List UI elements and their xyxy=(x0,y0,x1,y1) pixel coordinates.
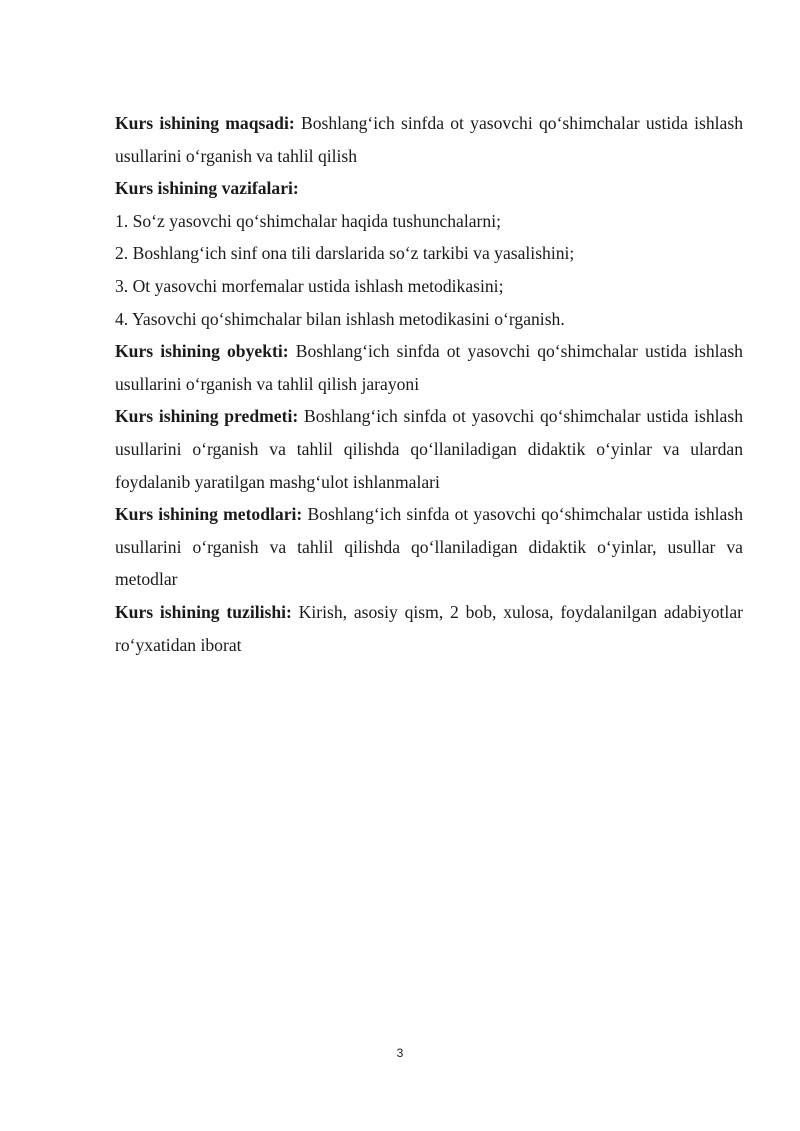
list-item xyxy=(115,270,743,303)
list-item xyxy=(115,303,743,336)
page-number: 3 xyxy=(396,1046,404,1060)
paragraph-text: Boshlang‘ich sinfda ot yasovchi qo‘shimchalar ustida ishlash usullarini o‘rganish va tahlil qilishda qo‘llaniladigan didaktik o‘yinlar, usullar va metodlar xyxy=(115,504,743,590)
paragraph-text: Boshlang‘ich sinfda ot yasovchi qo‘shimchalar ustida ishlash usullarini o‘rganish va tahlil qilish jarayoni xyxy=(115,341,743,394)
paragraph-label: Kurs ishining vazifalari: xyxy=(115,178,299,199)
page-body xyxy=(115,107,743,661)
paragraph-text: Kirish, asosiy qism, 2 bob, xulosa, foydalanilgan adabiyotlar ro‘yxatidan iborat xyxy=(115,601,743,655)
paragraph-metodlari xyxy=(115,498,743,596)
paragraph-label: Kurs ishining tuzilishi: xyxy=(115,601,292,622)
paragraph-label: Kurs ishining metodlari: xyxy=(115,504,303,525)
list-item xyxy=(115,205,743,238)
paragraph-predmeti xyxy=(115,400,743,498)
paragraph-label: Kurs ishining obyekti: xyxy=(115,341,289,362)
list-item-text: 3. Ot yasovchi morfemalar ustida ishlash metodikasini; xyxy=(115,275,504,296)
paragraph-maqsadi xyxy=(115,107,743,172)
paragraph-tuzilishi xyxy=(115,596,743,661)
paragraph-vazifalari xyxy=(115,172,743,205)
list-item-text: 1. So‘z yasovchi qo‘shimchalar haqida tushunchalarni; xyxy=(115,210,501,231)
list-item xyxy=(115,237,743,270)
paragraph-obyekti xyxy=(115,335,743,400)
paragraph-text: Boshlang‘ich sinfda ot yasovchi qo‘shimchalar ustida ishlash usullarini o‘rganish va tahlil qilish xyxy=(115,113,743,166)
paragraph-label: Kurs ishining maqsadi: xyxy=(115,113,295,133)
paragraph-label: Kurs ishining predmeti: xyxy=(115,406,299,427)
paragraph-text: Boshlang‘ich sinfda ot yasovchi qo‘shimchalar ustida ishlash usullarini o‘rganish va tahlil qilishda qo‘llaniladigan didaktik o‘yinlar va ulardan foydalanib yaratilgan mashg‘ulot ishlanmalari xyxy=(115,406,743,492)
list-item-text: 4. Yasovchi qo‘shimchalar bilan ishlash metodikasini o‘rganish. xyxy=(115,308,565,329)
list-item-text: 2. Boshlang‘ich sinf ona tili darslarida so‘z tarkibi va yasalishini; xyxy=(115,243,575,264)
